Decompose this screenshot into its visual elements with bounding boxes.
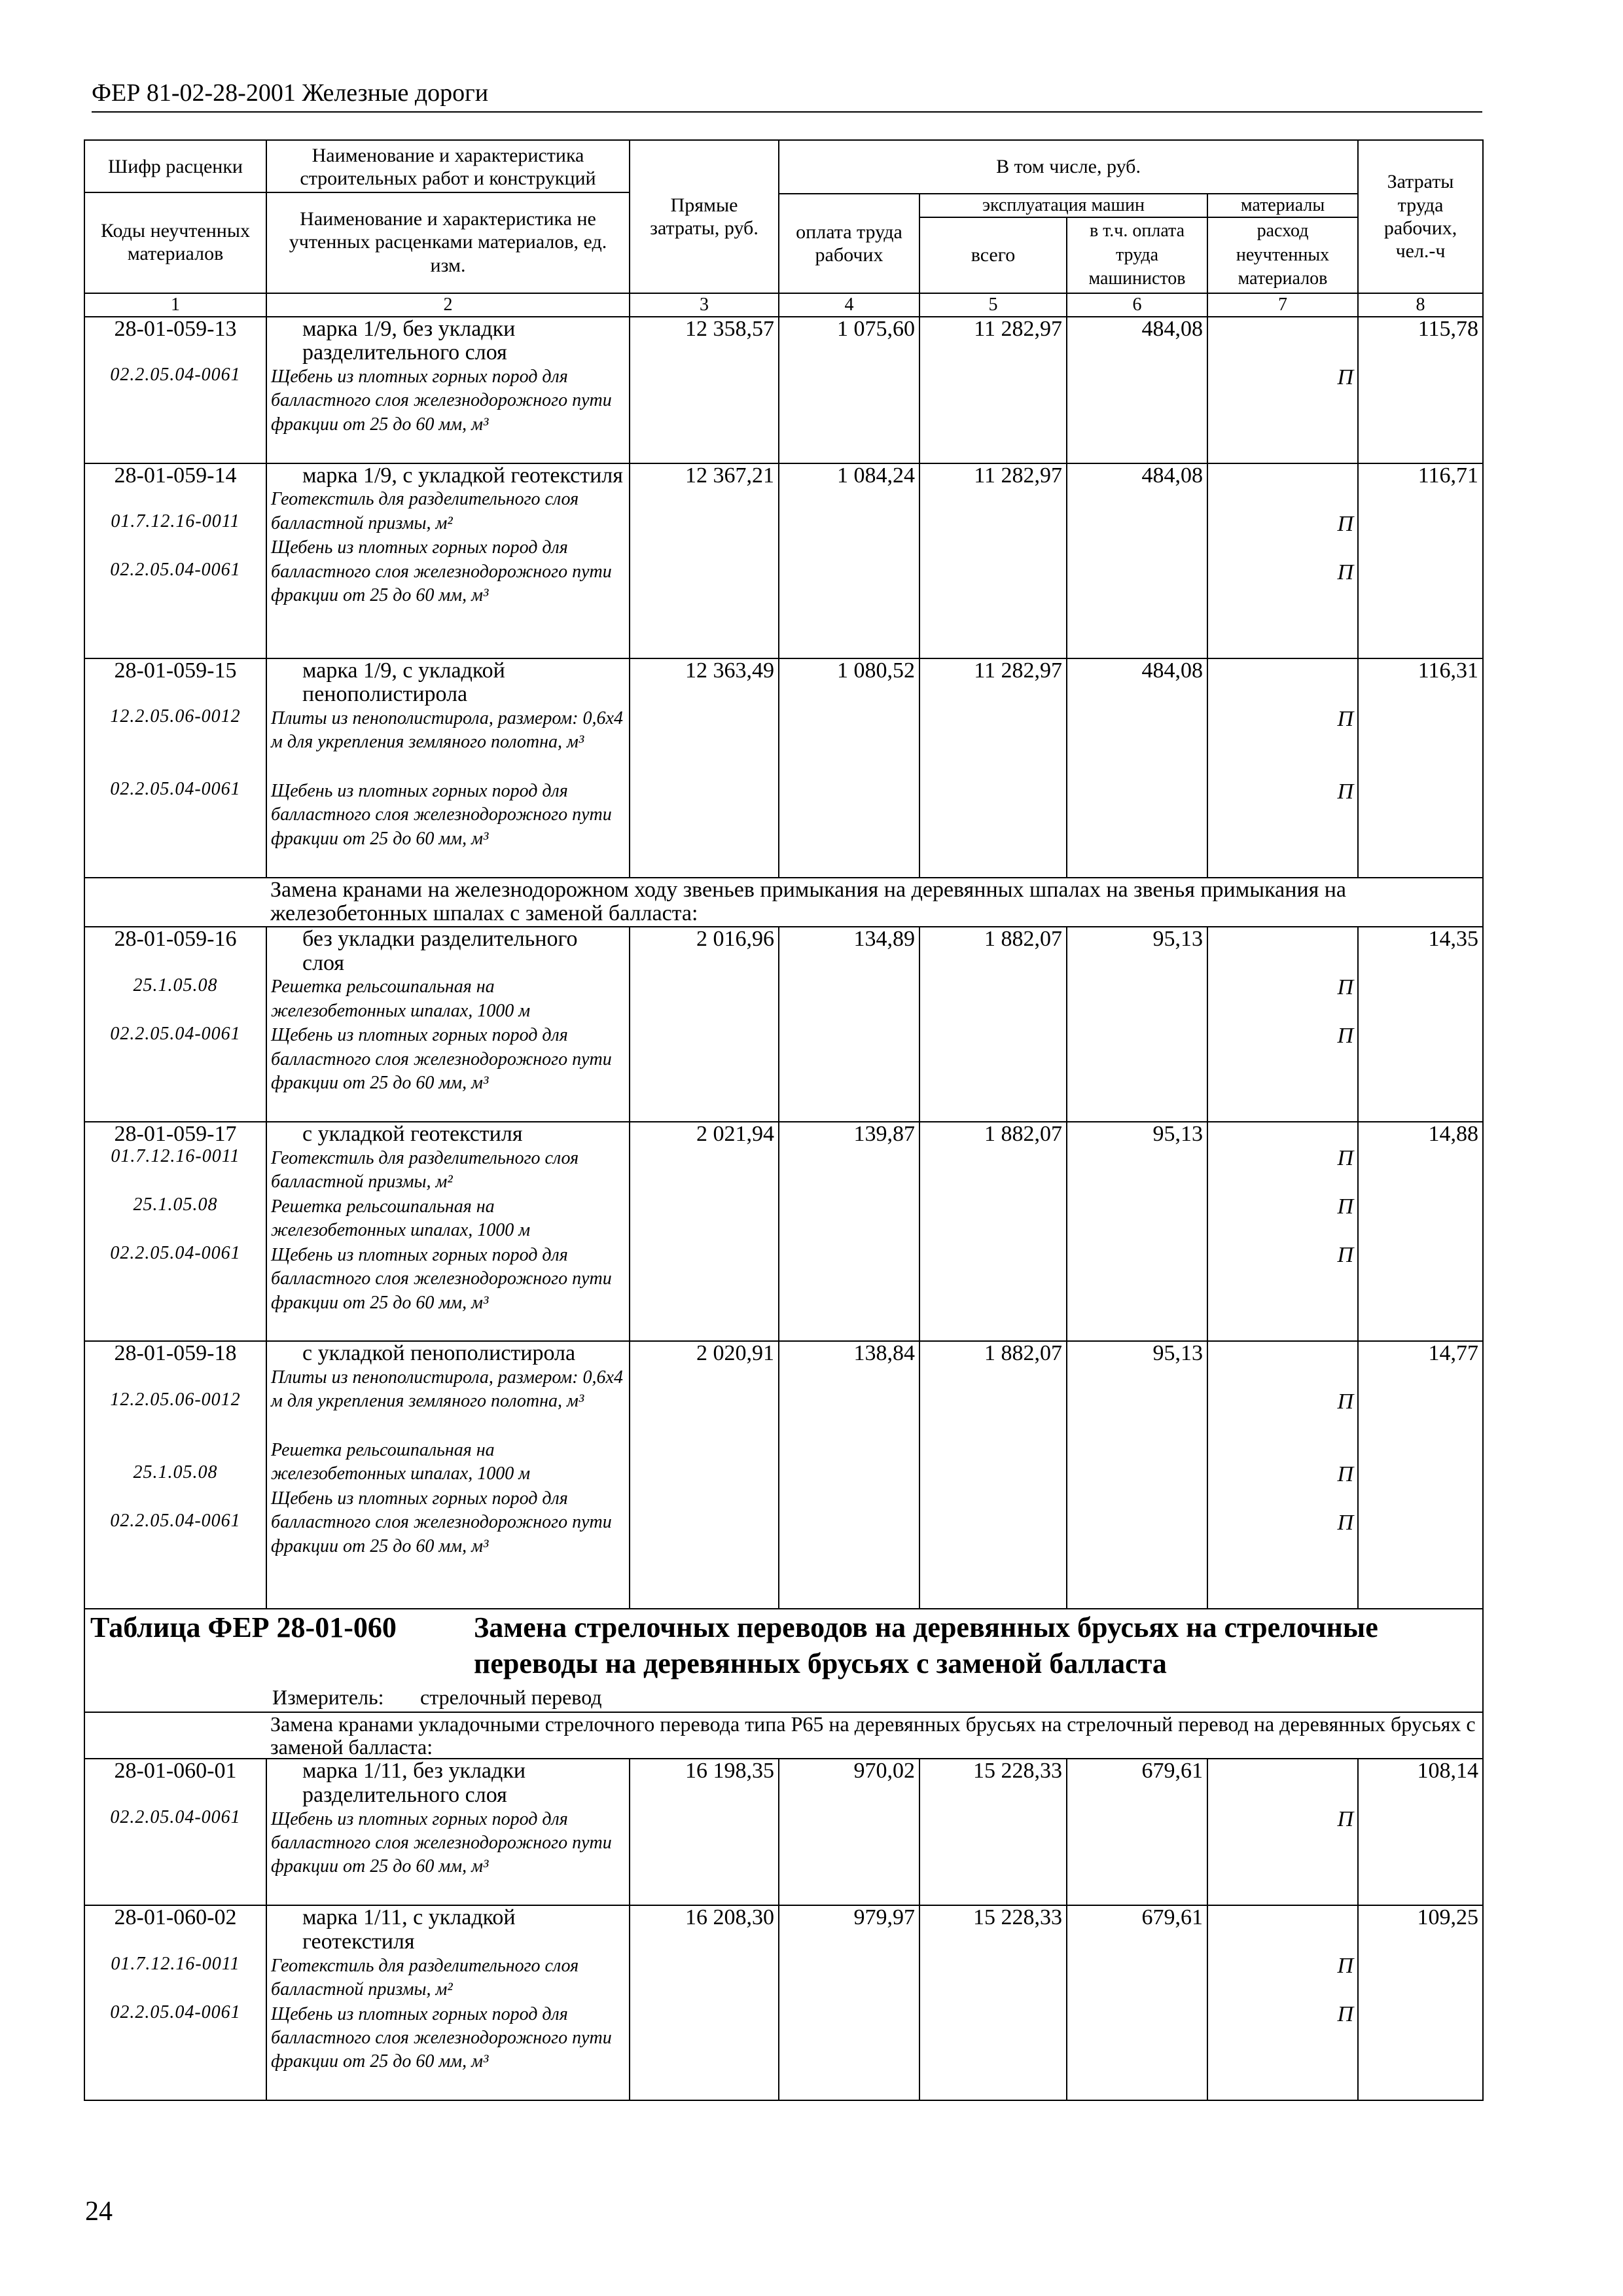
col-num-3: 3 [630, 293, 779, 317]
col-num-2: 2 [266, 293, 630, 317]
cell-wage: 979,97 [779, 1905, 919, 2100]
cell-direct: 16 198,35 [630, 1759, 779, 1905]
hdr-mat-unacc: расход неучтенных материалов [1207, 217, 1358, 293]
hdr-labor: Затраты труда рабочих, чел.-ч [1358, 140, 1483, 293]
work-name: марка 1/9, с укладкой геотекстиля [302, 463, 623, 488]
material-code: 02.2.05.04-0061 [110, 365, 241, 386]
material-code: 02.2.05.04-0061 [110, 1242, 241, 1263]
cell-mach-total: 1 882,07 [919, 1122, 1067, 1341]
cell-mach-wage: 95,13 [1067, 927, 1207, 1122]
cell-mach-wage: 95,13 [1067, 1341, 1207, 1609]
table-row [84, 1341, 1483, 1609]
hdr-name [266, 140, 630, 293]
material-flag: П [1337, 2002, 1354, 2027]
table-row [84, 927, 1483, 1122]
material-flag: П [1337, 1462, 1354, 1487]
material-flag: П [1337, 1390, 1354, 1414]
rate-code: 28-01-059-13 [114, 316, 237, 341]
cell-materials [1207, 1122, 1358, 1341]
cell-names [266, 927, 630, 1122]
cell-codes [84, 1122, 266, 1341]
cell-materials [1207, 658, 1358, 878]
cell-direct: 16 208,30 [630, 1905, 779, 2100]
material-code: 25.1.05.08 [133, 975, 218, 996]
col-num-5: 5 [919, 293, 1067, 317]
cell-codes [84, 317, 266, 463]
table-row [84, 317, 1483, 463]
col-num-6: 6 [1067, 293, 1207, 317]
measure-value: стрелочный перевод [420, 1685, 602, 1710]
cell-wage: 1 084,24 [779, 463, 919, 658]
material-code: 02.2.05.04-0061 [110, 1023, 241, 1044]
material-code: 02.2.05.04-0061 [110, 2001, 241, 2022]
hdr-mach-wage: в т.ч. оплата труда машинистов [1067, 217, 1207, 293]
cell-mach-wage: 484,08 [1067, 658, 1207, 878]
material-code: 12.2.05.06-0012 [110, 706, 241, 727]
rate-code: 28-01-059-15 [114, 658, 237, 683]
cell-names [266, 1759, 630, 1905]
cell-codes [84, 463, 266, 658]
cell-labor: 14,88 [1358, 1122, 1483, 1341]
measure-label: Измеритель: [272, 1685, 384, 1710]
cell-labor: 14,35 [1358, 927, 1483, 1122]
col-num-7: 7 [1207, 293, 1358, 317]
cell-names [266, 658, 630, 878]
work-name: без укладки разделительного слоя [302, 927, 578, 975]
material-flag: П [1337, 1954, 1354, 1979]
cell-mach-total: 11 282,97 [919, 658, 1067, 878]
hdr-code [84, 140, 266, 293]
cell-mach-wage: 679,61 [1067, 1905, 1207, 2100]
material-name: Щебень из плотных горных пород для балластного слоя железнодорожного пути фракции от 25 до 60 мм, м³ [271, 1808, 612, 1877]
col-num-8: 8 [1358, 293, 1483, 317]
cell-materials [1207, 927, 1358, 1122]
cell-mach-total: 1 882,07 [919, 1341, 1067, 1609]
rate-code: 28-01-059-18 [114, 1341, 237, 1366]
material-code: 02.2.05.04-0061 [110, 560, 241, 581]
hdr-incl: В том числе, руб. [779, 140, 1358, 194]
page-number: 24 [85, 2197, 113, 2227]
table-row [84, 463, 1483, 658]
rate-code: 28-01-060-01 [114, 1759, 237, 1784]
rate-code: 28-01-060-02 [114, 1905, 237, 1930]
cell-materials [1207, 463, 1358, 658]
work-name: марка 1/11, без укладки разделительного слоя [302, 1759, 526, 1807]
cell-names [266, 317, 630, 463]
material-name: Щебень из плотных горных пород для балластного слоя железнодорожного пути фракции от 25 до 60 мм, м³ [271, 1488, 612, 1556]
material-name: Геотекстиль для разделительного слоя балластной призмы, м² [271, 1955, 579, 2000]
material-name: Решетка рельсошпальная на железобетонных шпалах, 1000 м [271, 977, 531, 1021]
section-row [84, 878, 1483, 927]
hdr-name-a: Наименование и характеристика строительных работ и конструкций [267, 142, 629, 193]
material-name: Щебень из плотных горных пород для балластного слоя железнодорожного пути фракции от 25 до 60 мм, м³ [271, 781, 612, 849]
cell-labor: 14,77 [1358, 1341, 1483, 1609]
cell-names [266, 1341, 630, 1609]
material-flag: П [1337, 365, 1354, 389]
material-code: 02.2.05.04-0061 [110, 779, 241, 800]
material-code: 12.2.05.06-0012 [110, 1389, 241, 1410]
cell-wage: 139,87 [779, 1122, 919, 1341]
cell-wage: 1 075,60 [779, 317, 919, 463]
cell-materials [1207, 1905, 1358, 2100]
material-flag: П [1337, 975, 1354, 1000]
cell-mach-total: 11 282,97 [919, 317, 1067, 463]
work-name: марка 1/9, с укладкой пенополистирола [302, 658, 505, 707]
cell-mach-total: 1 882,07 [919, 927, 1067, 1122]
material-name: Щебень из плотных горных пород для балластного слоя железнодорожного пути фракции от 25 до 60 мм, м³ [271, 2003, 612, 2072]
price-table [84, 139, 1482, 2101]
cell-labor: 115,78 [1358, 317, 1483, 463]
cell-names [266, 1905, 630, 2100]
cell-names [266, 1122, 630, 1341]
cell-codes [84, 927, 266, 1122]
cell-labor: 116,31 [1358, 658, 1483, 878]
work-name: с укладкой геотекстиля [302, 1122, 523, 1147]
material-flag: П [1337, 706, 1354, 731]
cell-direct: 2 020,91 [630, 1341, 779, 1609]
material-name: Геотекстиль для разделительного слоя балластной призмы, м² [271, 489, 579, 533]
material-code: 25.1.05.08 [133, 1194, 218, 1215]
table-title-row [84, 1609, 1483, 1712]
cell-mach-total: 15 228,33 [919, 1905, 1067, 2100]
cell-labor: 116,71 [1358, 463, 1483, 658]
table-label: Таблица ФЕР 28-01-060 [90, 1611, 397, 1644]
material-code: 01.7.12.16-0011 [111, 511, 240, 532]
cell-direct: 12 367,21 [630, 463, 779, 658]
rate-code: 28-01-059-16 [114, 927, 237, 952]
hdr-name-b: Наименование и характеристика не учтенных расценками материалов, ед. изм. [289, 207, 607, 276]
cell-direct: 2 016,96 [630, 927, 779, 1122]
material-flag: П [1337, 1511, 1354, 1535]
material-code: 01.7.12.16-0011 [111, 1145, 240, 1166]
cell-direct: 2 021,94 [630, 1122, 779, 1341]
cell-direct: 12 363,49 [630, 658, 779, 878]
material-flag: П [1337, 560, 1354, 584]
section-title: Замена кранами на железнодорожном ходу звеньев примыкания на деревянных шпалах на звенья примыкания на железобетонных шпалах с заменой балласта: [266, 878, 1483, 927]
table-row [84, 1759, 1483, 1905]
work-name: с укладкой пенополистирола [302, 1341, 576, 1366]
cell-materials [1207, 1341, 1358, 1609]
cell-wage: 134,89 [779, 927, 919, 1122]
material-code: 02.2.05.04-0061 [110, 1806, 241, 1827]
section-row [84, 1712, 1483, 1759]
material-name: Плиты из пенополистирола, размером: 0,6х4 м для укрепления земляного полотна, м³ [271, 1367, 623, 1412]
material-name: Щебень из плотных горных пород для балластного слоя железнодорожного пути фракции от 25 до 60 мм, м³ [271, 1244, 612, 1313]
material-name: Щебень из плотных горных пород для балластного слоя железнодорожного пути фракции от 25 до 60 мм, м³ [271, 367, 612, 435]
cell-codes [84, 658, 266, 878]
material-flag: П [1337, 1194, 1354, 1219]
cell-codes [84, 1341, 266, 1609]
material-flag: П [1337, 1243, 1354, 1268]
cell-labor: 108,14 [1358, 1759, 1483, 1905]
material-flag: П [1337, 779, 1354, 804]
material-flag: П [1337, 511, 1354, 536]
cell-codes [84, 1759, 266, 1905]
cell-names [266, 463, 630, 658]
material-code: 25.1.05.08 [133, 1462, 218, 1482]
work-name: марка 1/9, без укладки разделительного слоя [302, 316, 516, 365]
cell-wage: 1 080,52 [779, 658, 919, 878]
col-num-1: 1 [84, 293, 266, 317]
hdr-wage: оплата труда рабочих [779, 194, 919, 293]
cell-codes [84, 1905, 266, 2100]
work-name: марка 1/11, с укладкой геотекстиля [302, 1905, 516, 1954]
section-title: Замена кранами укладочными стрелочного перевода типа Р65 на деревянных брусьях на стрелочный перевод на деревянных брусьях с заменой балласта: [266, 1712, 1483, 1759]
cell-mach-total: 15 228,33 [919, 1759, 1067, 1905]
cell-mach-wage: 484,08 [1067, 463, 1207, 658]
cell-mach-wage: 95,13 [1067, 1122, 1207, 1341]
cell-direct: 12 358,57 [630, 317, 779, 463]
hdr-mach-total: всего [919, 217, 1067, 293]
material-flag: П [1337, 1807, 1354, 1832]
table-row [84, 658, 1483, 878]
material-code: 01.7.12.16-0011 [111, 1953, 240, 1974]
cell-materials [1207, 1759, 1358, 1905]
cell-labor: 109,25 [1358, 1905, 1483, 2100]
header-title: ФЕР 81-02-28-2001 Железные дороги [92, 79, 489, 107]
material-flag: П [1337, 1146, 1354, 1171]
material-name: Решетка рельсошпальная на железобетонных шпалах, 1000 м [271, 1439, 531, 1484]
material-name: Щебень из плотных горных пород для балластного слоя железнодорожного пути фракции от 25 до 60 мм, м³ [271, 1025, 612, 1094]
table-title: Замена стрелочных переводов на деревянных брусьях на стрелочные переводы на деревянных брусьях с заменой балласта [474, 1611, 1378, 1680]
material-name: Плиты из пенополистирола, размером: 0,6х4 м для укрепления земляного полотна, м³ [271, 708, 623, 753]
cell-wage: 138,84 [779, 1341, 919, 1609]
hdr-code-a: Шифр расценки [85, 142, 266, 193]
material-name: Решетка рельсошпальная на железобетонных шпалах, 1000 м [271, 1196, 531, 1241]
table-row [84, 1905, 1483, 2100]
cell-mach-wage: 679,61 [1067, 1759, 1207, 1905]
table-row [84, 1122, 1483, 1341]
cell-wage: 970,02 [779, 1759, 919, 1905]
hdr-direct: Прямые затраты, руб. [630, 140, 779, 293]
material-name: Щебень из плотных горных пород для балластного слоя железнодорожного пути фракции от 25 до 60 мм, м³ [271, 537, 612, 606]
measure-line [90, 1681, 1477, 1712]
hdr-mat: материалы [1207, 194, 1358, 217]
cell-materials [1207, 317, 1358, 463]
material-flag: П [1337, 1024, 1354, 1049]
col-num-4: 4 [779, 293, 919, 317]
rate-code: 28-01-059-14 [114, 463, 237, 488]
cell-mach-wage: 484,08 [1067, 317, 1207, 463]
hdr-mach: эксплуатация машин [919, 194, 1207, 217]
material-name: Геотекстиль для разделительного слоя балластной призмы, м² [271, 1147, 579, 1193]
material-code: 02.2.05.04-0061 [110, 1510, 241, 1531]
cell-mach-total: 11 282,97 [919, 463, 1067, 658]
page-header [92, 77, 1482, 113]
hdr-code-b: Коды неучтенных материалов [101, 219, 250, 264]
rate-code: 28-01-059-17 [114, 1122, 237, 1147]
